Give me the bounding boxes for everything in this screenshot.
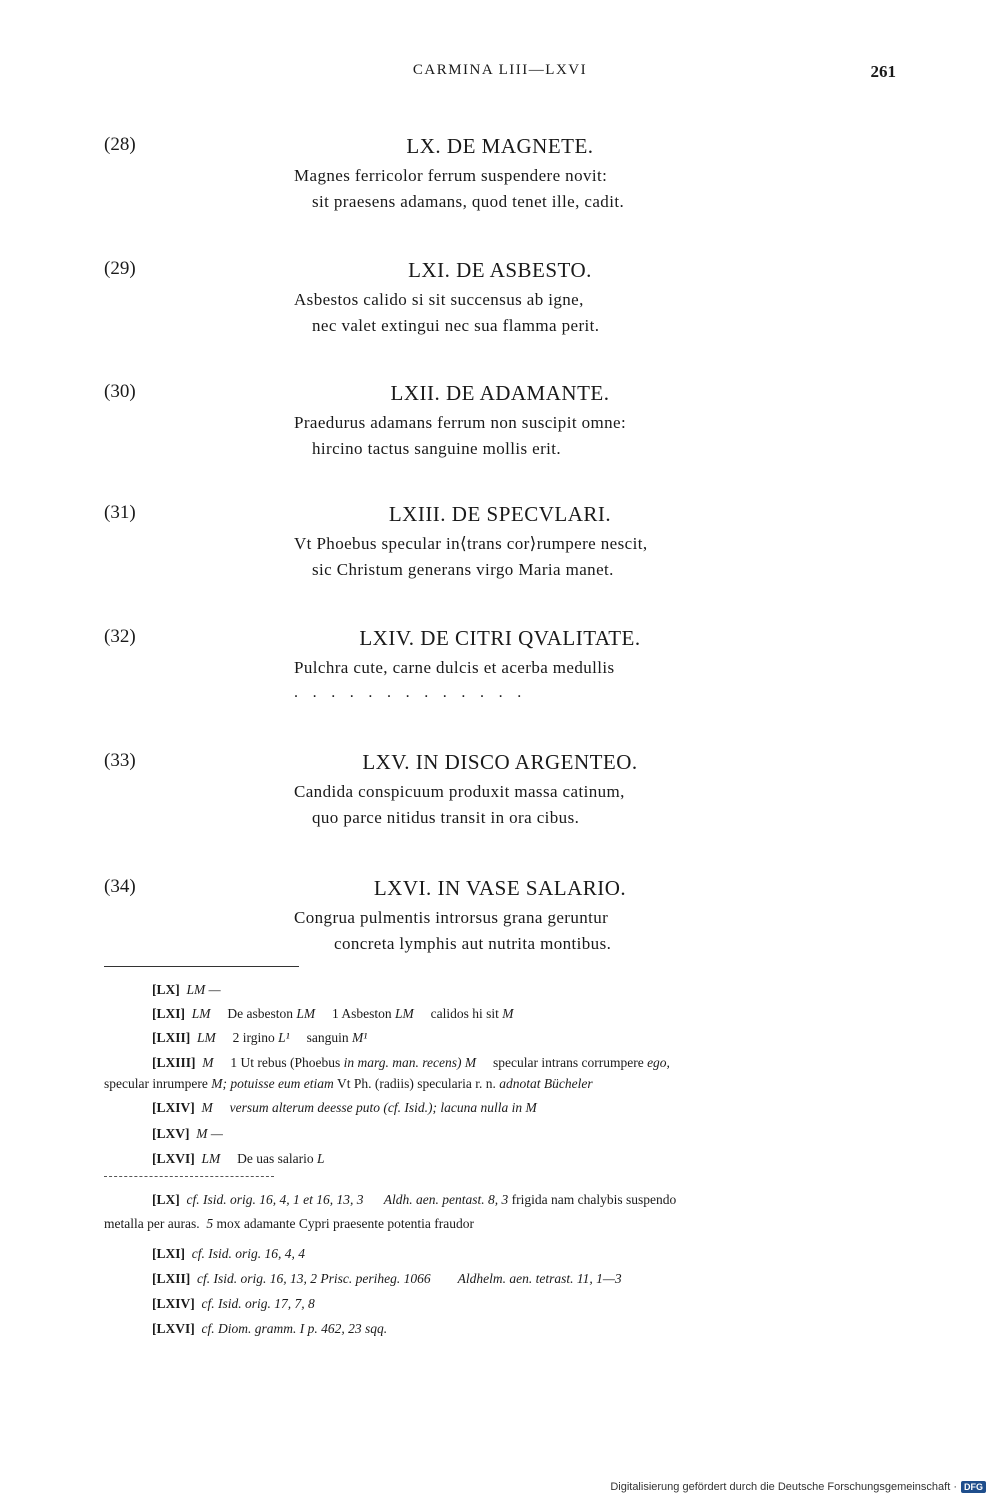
apparatus-note: [LXI] LM De asbeston LM 1 Asbeston LM calidos hi sit M bbox=[152, 1006, 514, 1021]
poem-title: LX. DE MAGNETE. bbox=[406, 134, 594, 158]
poem-number: (34) bbox=[104, 876, 136, 897]
dfg-logo: DFG bbox=[961, 1481, 986, 1493]
poem-title: LXIII. DE SPECVLARI. bbox=[388, 502, 612, 526]
verse-line: Magnes ferricolor ferrum suspendere novit: bbox=[294, 166, 608, 185]
poem-number: (32) bbox=[104, 626, 136, 647]
lacuna-dots: ............. bbox=[294, 684, 536, 701]
verse-line: Pulchra cute, carne dulcis et acerba medullis bbox=[294, 658, 615, 677]
verse-line: Congrua pulmentis introrsus grana geruntur bbox=[294, 908, 609, 927]
source-note: [LXI] cf. Isid. orig. 16, 4, 4 bbox=[152, 1246, 305, 1261]
verse-line: sit praesens adamans, quod tenet ille, cadit. bbox=[312, 192, 625, 211]
poem-title: LXVI. IN VASE SALARIO. bbox=[373, 876, 627, 900]
digitization-footer bbox=[610, 1481, 986, 1493]
apparatus-note: [LXII] LM 2 irgino L¹ sanguin M¹ bbox=[152, 1030, 368, 1045]
poem-number: (28) bbox=[104, 134, 136, 155]
verse-line: quo parce nitidus transit in ora cibus. bbox=[312, 808, 580, 827]
verse-line: Asbestos calido si sit succensus ab igne, bbox=[294, 290, 584, 309]
source-note: [LXIV] cf. Isid. orig. 17, 7, 8 bbox=[152, 1296, 315, 1311]
source-note-cont: metalla per auras. 5 mox adamante Cypri praesente potentia fraudor bbox=[104, 1216, 474, 1231]
apparatus-note: [LXIII] M 1 Ut rebus (Phoebus in marg. man. recens) M specular intrans corrumpere ego, bbox=[152, 1055, 670, 1070]
poem-title: LXI. DE ASBESTO. bbox=[408, 258, 592, 282]
apparatus-rule bbox=[104, 966, 299, 967]
verse-line: sic Christum generans virgo Maria manet. bbox=[312, 560, 614, 579]
running-head: CARMINA LIII—LXVI bbox=[412, 62, 588, 78]
apparatus-note-cont: specular inrumpere M; potuisse eum etiam Vt Ph. (radiis) specularia r. n. adnotat Bücheler bbox=[104, 1076, 593, 1091]
verse-line: nec valet extingui nec sua flamma perit. bbox=[312, 316, 600, 335]
page-number: 261 bbox=[870, 62, 896, 81]
verse-line: Candida conspicuum produxit massa catinum, bbox=[294, 782, 625, 801]
verse-line: Vt Phoebus specular in⟨trans cor⟩rumpere nescit, bbox=[294, 534, 648, 553]
poem-number: (29) bbox=[104, 258, 136, 279]
poem-title: LXV. IN DISCO ARGENTEO. bbox=[362, 750, 638, 774]
verse-line: hircino tactus sanguine mollis erit. bbox=[312, 439, 562, 458]
poem-number: (31) bbox=[104, 502, 136, 523]
verse-line: concreta lymphis aut nutrita montibus. bbox=[334, 934, 612, 953]
source-note: [LXVI] cf. Diom. gramm. I p. 462, 23 sqq. bbox=[152, 1321, 388, 1336]
footer-text: Digitalisierung gefördert durch die Deutsche Forschungsgemeinschaft · bbox=[610, 1481, 957, 1493]
poem-number: (33) bbox=[104, 750, 136, 771]
apparatus-note: [LXVI] LM De uas salario L bbox=[152, 1151, 325, 1166]
apparatus-note: [LXV] M — bbox=[152, 1126, 223, 1141]
sources-rule bbox=[104, 1176, 274, 1177]
source-note: [LX] cf. Isid. orig. 16, 4, 1 et 16, 13, 3 Aldh. aen. pentast. 8, 3 frigida nam chalybis suspendo bbox=[152, 1192, 677, 1207]
verse-line: Praedurus adamans ferrum non suscipit omne: bbox=[294, 413, 627, 432]
poem-number: (30) bbox=[104, 381, 136, 402]
poem-title: LXIV. DE CITRI QVALITATE. bbox=[359, 626, 641, 650]
poem-title: LXII. DE ADAMANTE. bbox=[390, 381, 610, 405]
source-note: [LXII] cf. Isid. orig. 16, 13, 2 Prisc. periheg. 1066 Aldhelm. aen. tetrast. 11, 1—3 bbox=[152, 1271, 622, 1286]
apparatus-note: [LXIV] M versum alterum deesse puto (cf. Isid.); lacuna nulla in M bbox=[152, 1100, 537, 1115]
apparatus-note: [LX] LM — bbox=[152, 982, 221, 997]
